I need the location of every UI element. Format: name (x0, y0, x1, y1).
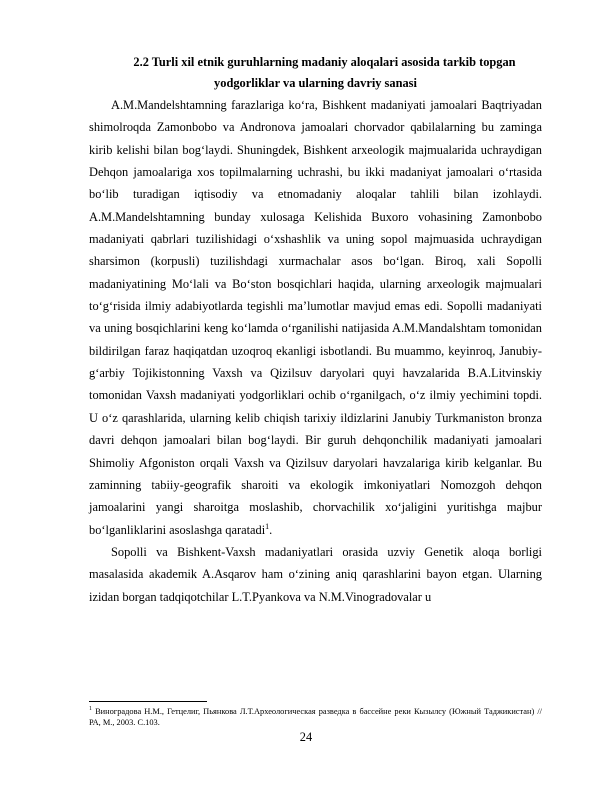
body-paragraph-2 (89, 541, 542, 608)
footnote-mark: 1 (89, 706, 92, 713)
body-paragraph-1 (89, 94, 542, 541)
section-heading-line-1: 2.2 Turli xil etnik guruhlarning madaniy aloqalari asosida tarkib topgan (133, 55, 516, 69)
footnote-reference[interactable]: 1 (265, 521, 270, 531)
page-number: 24 (299, 730, 313, 744)
footnote (89, 706, 542, 728)
paragraph-2-text: Sopolli va Bishkent-Vaxsh madaniyatlari orasida uzviy Genetik aloqa borligi masalasida akademik A.Asqarov ham o‘zining aniq qarashlarini bayon etgan. Ularning izidan borgan tadqiqotchilar L.T.Pyankova va N.M.Vinogradovalar u (89, 544, 542, 604)
footnote-text: Виноградова Н.М., Гетцелиг, Пьянкова Л.Т.Археологическая разведка в бассейне реки Кызылсу (Южный Таджикистан) // РА, М., 2003. С.103. (89, 707, 542, 727)
section-heading (89, 52, 542, 94)
footnote-divider (89, 701, 207, 702)
page-body (89, 52, 542, 608)
section-heading-line-2: yodgorliklar va ularning davriy sanasi (214, 76, 417, 90)
paragraph-1-text: A.M.Mandelshtamning farazlariga ko‘ra, Bishkent madaniyati jamoalari Baqtriyadan shimolroqda Zamonbobo va Andronova jamoalari chorvador qabilalarning bu zaminga kirib kelishi bilan bog‘laydi. Shuningdek, Bishkent arxeologik majmualarida uchraydigan Dehqon jamoalariga xos topilmalarning uchrashi, bu ikki madaniyat jamoalari o‘rtasida bo‘lib turadigan iqtisodiy va etnomadaniy aloqalar tahlili bilan izohlaydi. A.M.Mandelshtamning bunday xulosaga Kelishida Buxoro vohasining Zamonbobo madaniyati qabrlari tuzilishidagi o‘xshashlik va uning sopol majmuasida uchraydigan sharsimon (korpusli) tuzilishdagi xurmachalar asos bo‘lgan. Biroq, xali Sopolli madaniyatining Mo‘lali va Bo‘ston bosqichlari haqida, ularning arxeologik majmualari to‘g‘risida ilmiy adabiyotlarda tegishli ma’lumotlar mavjud emas edi. Sopolli madaniyati va uning bosqichlarini keng ko‘lamda o‘rganilishi natijasida A.M.Mandalshtam tomonidan bildirilgan faraz haqiqatdan uzoqroq ekanligi isbotlandi. Bu muammo, keyinroq, Janubiy-g‘arbiy Tojikistonning Vaxsh va Qizilsuv daryolari quyi havzalarida B.A.Litvinskiy tomonidan Vaxsh madaniyati yodgorliklari ochib o‘rganilgach, o‘z ilmiy yechimini topdi. U o‘z qarashlarida, ularning kelib chiqish tarixiy ildizlarini Janubiy Turkmaniston bronza davri dehqon jamoalari bilan bog‘laydi. Bir guruh dehqonchilik madaniyati jamoalari Shimoliy Afgoniston orqali Vaxsh va Qizilsuv daryolari havzalariga kirib kelganlar. Bu zaminning tabiiy-geografik sharoiti va ekologik imkoniyatlari Nomozgoh dehqon jamoalarini yangi sharoitga moslashib, chorvachilik xo‘jaligini yuritishga majbur bo‘lganliklarini asoslashga qaratadi (89, 98, 542, 537)
paragraph-1-end: . (269, 522, 273, 537)
